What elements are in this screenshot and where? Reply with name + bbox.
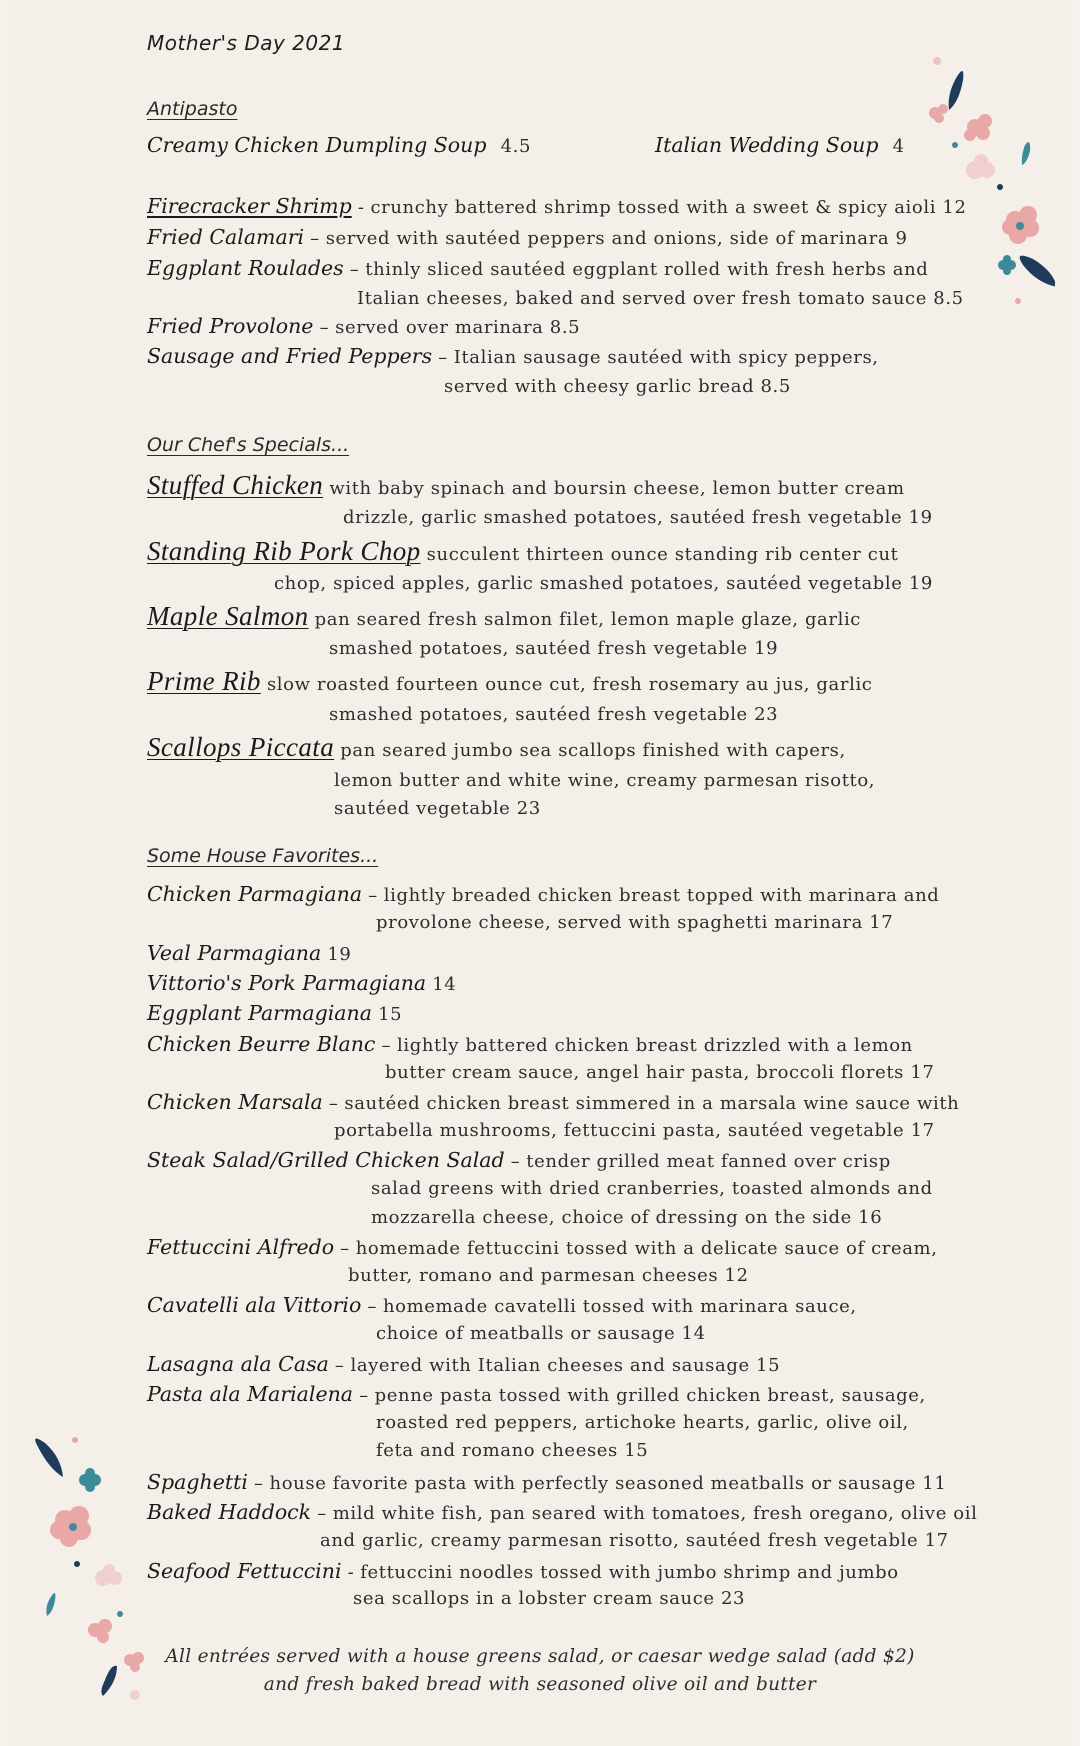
- dish-name: Eggplant Parmagiana: [147, 1001, 372, 1025]
- menu-item: [147, 1001, 402, 1025]
- separator: -: [341, 1562, 361, 1583]
- dish-name: Chicken Parmagiana: [147, 882, 363, 906]
- separator: –: [247, 1473, 270, 1494]
- special-description: pan seared fresh salmon filet, lemon maple glaze, garlic: [314, 609, 861, 630]
- dish-price: 15: [378, 1004, 403, 1025]
- dish-name: Spaghetti: [147, 1470, 248, 1494]
- menu-item: [147, 314, 580, 338]
- dish-name: Fried Provolone: [147, 314, 314, 338]
- dish-name: Cavatelli ala Vittorio: [147, 1293, 362, 1317]
- dish-name: Sausage and Fried Peppers: [147, 344, 433, 368]
- menu-item: [147, 971, 456, 995]
- antipasto-heading: Antipasto: [147, 98, 238, 120]
- dish-description: thinly sliced sautéed eggplant rolled with fresh herbs and: [365, 259, 929, 280]
- separator: –: [311, 1503, 333, 1524]
- dish-description: served with sautéed peppers and onions, side of marinara 9: [325, 228, 908, 249]
- special-description: succulent thirteen ounce standing rib center cut: [426, 544, 899, 565]
- dish-name: Pasta ala Marialena: [147, 1382, 354, 1406]
- menu-item: [147, 256, 928, 280]
- dish-description: Italian sausage sautéed with spicy peppers,: [453, 347, 879, 368]
- soup-price: 4: [892, 136, 905, 157]
- special-description: pan seared jumbo sea scallops finished with capers,: [340, 740, 846, 761]
- menu-item: [147, 1090, 959, 1114]
- dish-description: lightly breaded chicken breast topped with marinara and: [383, 885, 940, 906]
- menu-item: [147, 1382, 926, 1406]
- special-item: [147, 470, 905, 501]
- footer-note-line-2: and fresh baked bread with seasoned olive oil and butter: [263, 1674, 817, 1695]
- separator: –: [375, 1035, 398, 1056]
- special-description-continued: sautéed vegetable 23: [334, 798, 541, 819]
- dish-description: penne pasta tossed with grilled chicken breast, sausage,: [374, 1385, 926, 1406]
- dish-description-continued: feta and romano cheeses 15: [376, 1440, 649, 1461]
- dish-description: tender grilled meat fanned over crisp: [526, 1151, 891, 1172]
- dish-name: Steak Salad/Grilled Chicken Salad: [147, 1148, 505, 1172]
- special-item: [147, 732, 846, 763]
- separator: –: [432, 347, 454, 368]
- menu-item: [147, 941, 351, 965]
- dish-description: homemade cavatelli tossed with marinara sauce,: [382, 1296, 857, 1317]
- favorites-heading: Some House Favorites...: [147, 845, 379, 867]
- special-name: Scallops Piccata: [147, 732, 335, 762]
- dish-description-continued: portabella mushrooms, fettuccini pasta, sautéed vegetable 17: [334, 1120, 935, 1141]
- dish-name: Eggplant Roulades: [147, 256, 344, 280]
- menu-item: [147, 344, 879, 368]
- soup-item: [655, 133, 905, 157]
- separator: -: [351, 197, 371, 218]
- special-description-continued: drizzle, garlic smashed potatoes, sautéed fresh vegetable 19: [343, 507, 933, 528]
- dish-name: Fried Calamari: [147, 225, 305, 249]
- soup-name: Italian Wedding Soup: [655, 133, 879, 157]
- menu-item: [147, 1235, 938, 1259]
- dish-price: 19: [327, 944, 352, 965]
- dish-description-continued: provolone cheese, served with spaghetti marinara 17: [376, 912, 894, 933]
- separator: –: [334, 1238, 356, 1259]
- dish-name: Seafood Fettuccini: [147, 1559, 342, 1583]
- separator: –: [504, 1151, 527, 1172]
- separator: –: [304, 228, 326, 249]
- dish-description-continued: choice of meatballs or sausage 14: [376, 1323, 706, 1344]
- special-description-continued: lemon butter and white wine, creamy parmesan risotto,: [334, 770, 876, 791]
- special-item: [147, 666, 872, 697]
- separator: –: [313, 317, 336, 338]
- dish-description-continued: butter, romano and parmesan cheeses 12: [348, 1265, 749, 1286]
- menu-title: Mother's Day 2021: [147, 31, 346, 55]
- separator: –: [353, 1385, 375, 1406]
- separator: –: [343, 259, 366, 280]
- special-name: Maple Salmon: [147, 601, 309, 631]
- special-item: [147, 536, 899, 567]
- dish-description: lightly battered chicken breast drizzled with a lemon: [397, 1035, 913, 1056]
- special-description-continued: smashed potatoes, sautéed fresh vegetable 23: [329, 704, 779, 725]
- special-description-continued: smashed potatoes, sautéed fresh vegetable 19: [329, 638, 779, 659]
- dish-description-continued: mozzarella cheese, choice of dressing on the side 16: [371, 1207, 883, 1228]
- dish-description-continued: roasted red peppers, artichoke hearts, garlic, olive oil,: [376, 1412, 909, 1433]
- menu-item: [147, 225, 908, 249]
- dish-name: Chicken Marsala: [147, 1090, 323, 1114]
- dish-description: layered with Italian cheeses and sausage 15: [350, 1355, 781, 1376]
- menu-item: [147, 1032, 913, 1056]
- dish-name: Baked Haddock: [147, 1500, 312, 1524]
- dish-description-continued: and garlic, creamy parmesan risotto, sautéed fresh vegetable 17: [320, 1530, 949, 1551]
- special-item: [147, 601, 861, 632]
- footer-note-line-1: All entrées served with a house greens salad, or caesar wedge salad (add $2): [165, 1646, 915, 1667]
- separator: –: [361, 1296, 383, 1317]
- special-description: with baby spinach and boursin cheese, lemon butter cream: [329, 478, 905, 499]
- dish-price: 14: [432, 974, 457, 995]
- soup-item: [147, 133, 531, 157]
- dish-name: Veal Parmagiana: [147, 941, 322, 965]
- menu-item: [147, 1559, 899, 1583]
- dish-description-continued: served with cheesy garlic bread 8.5: [444, 376, 791, 397]
- separator: –: [322, 1093, 345, 1114]
- dish-description-continued: Italian cheeses, baked and served over fresh tomato sauce 8.5: [357, 288, 964, 309]
- dish-description-continued: butter cream sauce, angel hair pasta, broccoli florets 17: [385, 1062, 935, 1083]
- floral-decoration-top-right: [915, 45, 1055, 305]
- dish-description: mild white fish, pan seared with tomatoes, fresh oregano, olive oil: [332, 1503, 978, 1524]
- dish-name: Fettuccini Alfredo: [147, 1235, 335, 1259]
- dish-name: Firecracker Shrimp: [147, 194, 352, 218]
- special-name: Stuffed Chicken: [147, 470, 324, 500]
- dish-description: crunchy battered shrimp tossed with a sweet & spicy aioli 12: [370, 197, 967, 218]
- special-description: slow roasted fourteen ounce cut, fresh rosemary au jus, garlic: [266, 674, 873, 695]
- dish-description-continued: sea scallops in a lobster cream sauce 23: [353, 1588, 746, 1609]
- menu-item: [147, 1352, 780, 1376]
- menu-item: [147, 1470, 946, 1494]
- separator: –: [362, 885, 384, 906]
- dish-description: served over marinara 8.5: [335, 317, 581, 338]
- dish-name: Chicken Beurre Blanc: [147, 1032, 376, 1056]
- menu-item: [147, 1500, 977, 1524]
- menu-item: [147, 194, 967, 218]
- dish-description-continued: salad greens with dried cranberries, toasted almonds and: [371, 1178, 933, 1199]
- dish-description: sautéed chicken breast simmered in a marsala wine sauce with: [344, 1093, 960, 1114]
- dish-description: house favorite pasta with perfectly seasoned meatballs or sausage 11: [269, 1473, 947, 1494]
- dish-name: Lasagna ala Casa: [147, 1352, 329, 1376]
- specials-heading: Our Chef's Specials...: [147, 434, 350, 456]
- menu-item: [147, 882, 939, 906]
- separator: –: [328, 1355, 351, 1376]
- dish-name: Vittorio's Pork Parmagiana: [147, 971, 427, 995]
- special-description-continued: chop, spiced apples, garlic smashed potatoes, sautéed vegetable 19: [274, 573, 933, 594]
- dish-description: fettuccini noodles tossed with jumbo shrimp and jumbo: [360, 1562, 899, 1583]
- dish-description: homemade fettuccini tossed with a delicate sauce of cream,: [355, 1238, 938, 1259]
- soup-price: 4.5: [500, 136, 532, 157]
- soup-name: Creamy Chicken Dumpling Soup: [147, 133, 487, 157]
- menu-item: [147, 1293, 857, 1317]
- menu-item: [147, 1148, 891, 1172]
- special-name: Standing Rib Pork Chop: [147, 536, 421, 566]
- special-name: Prime Rib: [147, 666, 261, 696]
